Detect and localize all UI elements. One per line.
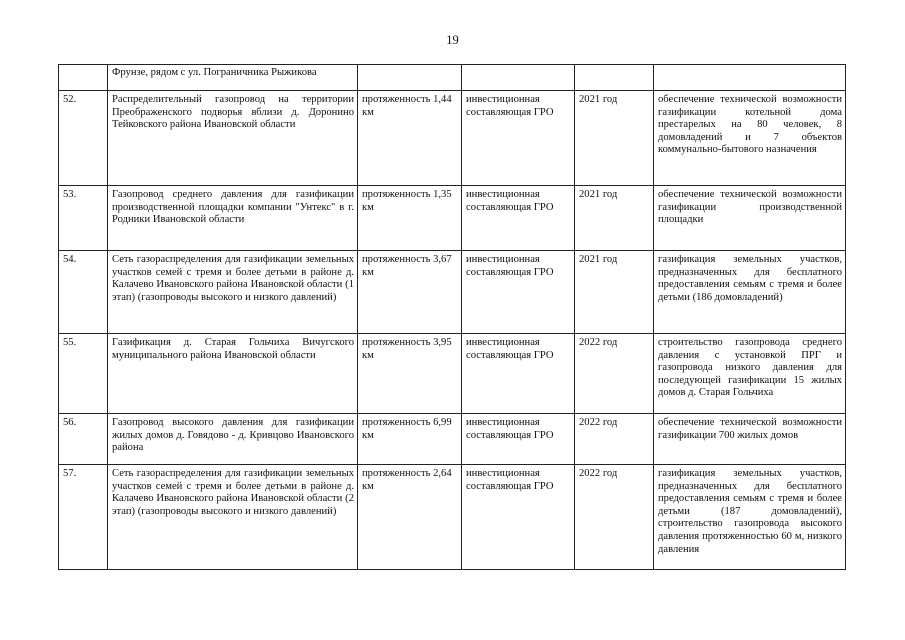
cell-year — [575, 65, 654, 91]
cell-length: протяженность 2,64 км — [358, 465, 462, 570]
table-row-continuation — [59, 65, 846, 91]
cell-year: 2022 год — [575, 414, 654, 465]
cell-source: инвестиционная составляющая ГРО — [462, 251, 575, 334]
table-row — [59, 91, 846, 186]
cell-num: 55. — [59, 334, 108, 414]
table-row — [59, 465, 846, 570]
cell-num: 54. — [59, 251, 108, 334]
cell-num: 53. — [59, 186, 108, 251]
cell-num: 57. — [59, 465, 108, 570]
cell-num — [59, 65, 108, 91]
cell-purpose: газификация земельных участков, предназначенных для бесплатного предоставления семьям с тремя и более детьми (187 домовладений), строительство газопровода высокого давления протяженностью 60 м, низкого давления — [654, 465, 846, 570]
table-row — [59, 186, 846, 251]
cell-purpose: обеспечение технической возможности газификации котельной дома престарелых на 80 человек, 8 домовладений и 7 объектов коммунально-бытового назначения — [654, 91, 846, 186]
cell-source: инвестиционная составляющая ГРО — [462, 414, 575, 465]
cell-source — [462, 65, 575, 91]
gasification-table — [58, 64, 846, 570]
cell-name: Сеть газораспределения для газификации земельных участков семей с тремя и более детьми в районе д. Калачево Ивановского района Ивановской области (2 этап) (газопроводы высокого и низкого давлений) — [108, 465, 358, 570]
cell-name: Распределительный газопровод на территории Преображенского подворья вблизи д. Доронино Тейковского района Ивановской области — [108, 91, 358, 186]
cell-year: 2022 год — [575, 334, 654, 414]
table-row — [59, 414, 846, 465]
cell-source: инвестиционная составляющая ГРО — [462, 186, 575, 251]
cell-purpose: обеспечение технической возможности газификации производственной площадки — [654, 186, 846, 251]
cell-length — [358, 65, 462, 91]
cell-name: Сеть газораспределения для газификации земельных участков семей с тремя и более детьми в районе д. Калачево Ивановского района Ивановской области (1 этап) (газопроводы высокого и низкого давлений) — [108, 251, 358, 334]
cell-name: Газификация д. Старая Гольчиха Вичугского муниципального района Ивановской области — [108, 334, 358, 414]
cell-purpose: строительство газопровода среднего давления с установкой ПРГ и газопровода низкого давления для последующей газификации 15 жилых домов д. Старая Гольчиха — [654, 334, 846, 414]
cell-name: Газопровод среднего давления для газификации производственной площадки компании "Унтекс" в г. Родники Ивановской области — [108, 186, 358, 251]
table-row — [59, 251, 846, 334]
cell-year: 2021 год — [575, 186, 654, 251]
cell-length: протяженность 6,99 км — [358, 414, 462, 465]
cell-name: Газопровод высокого давления для газификации жилых домов д. Говядово - д. Кривцово Ивановского района — [108, 414, 358, 465]
cell-source: инвестиционная составляющая ГРО — [462, 334, 575, 414]
cell-source: инвестиционная составляющая ГРО — [462, 91, 575, 186]
cell-length: протяженность 3,67 км — [358, 251, 462, 334]
cell-purpose — [654, 65, 846, 91]
cell-source: инвестиционная составляющая ГРО — [462, 465, 575, 570]
cell-year: 2021 год — [575, 251, 654, 334]
table-row — [59, 334, 846, 414]
cell-year: 2022 год — [575, 465, 654, 570]
cell-num: 56. — [59, 414, 108, 465]
cell-name: Фрунзе, рядом с ул. Пограничника Рыжикова — [108, 65, 358, 91]
cell-length: протяженность 1,35 км — [358, 186, 462, 251]
page-number: 19 — [446, 33, 459, 47]
cell-length: протяженность 1,44 км — [358, 91, 462, 186]
cell-length: протяженность 3,95 км — [358, 334, 462, 414]
cell-year: 2021 год — [575, 91, 654, 186]
cell-purpose: газификация земельных участков, предназначенных для бесплатного предоставления семьям с тремя и более детьми (186 домовладений) — [654, 251, 846, 334]
cell-purpose: обеспечение технической возможности газификации 700 жилых домов — [654, 414, 846, 465]
cell-num: 52. — [59, 91, 108, 186]
